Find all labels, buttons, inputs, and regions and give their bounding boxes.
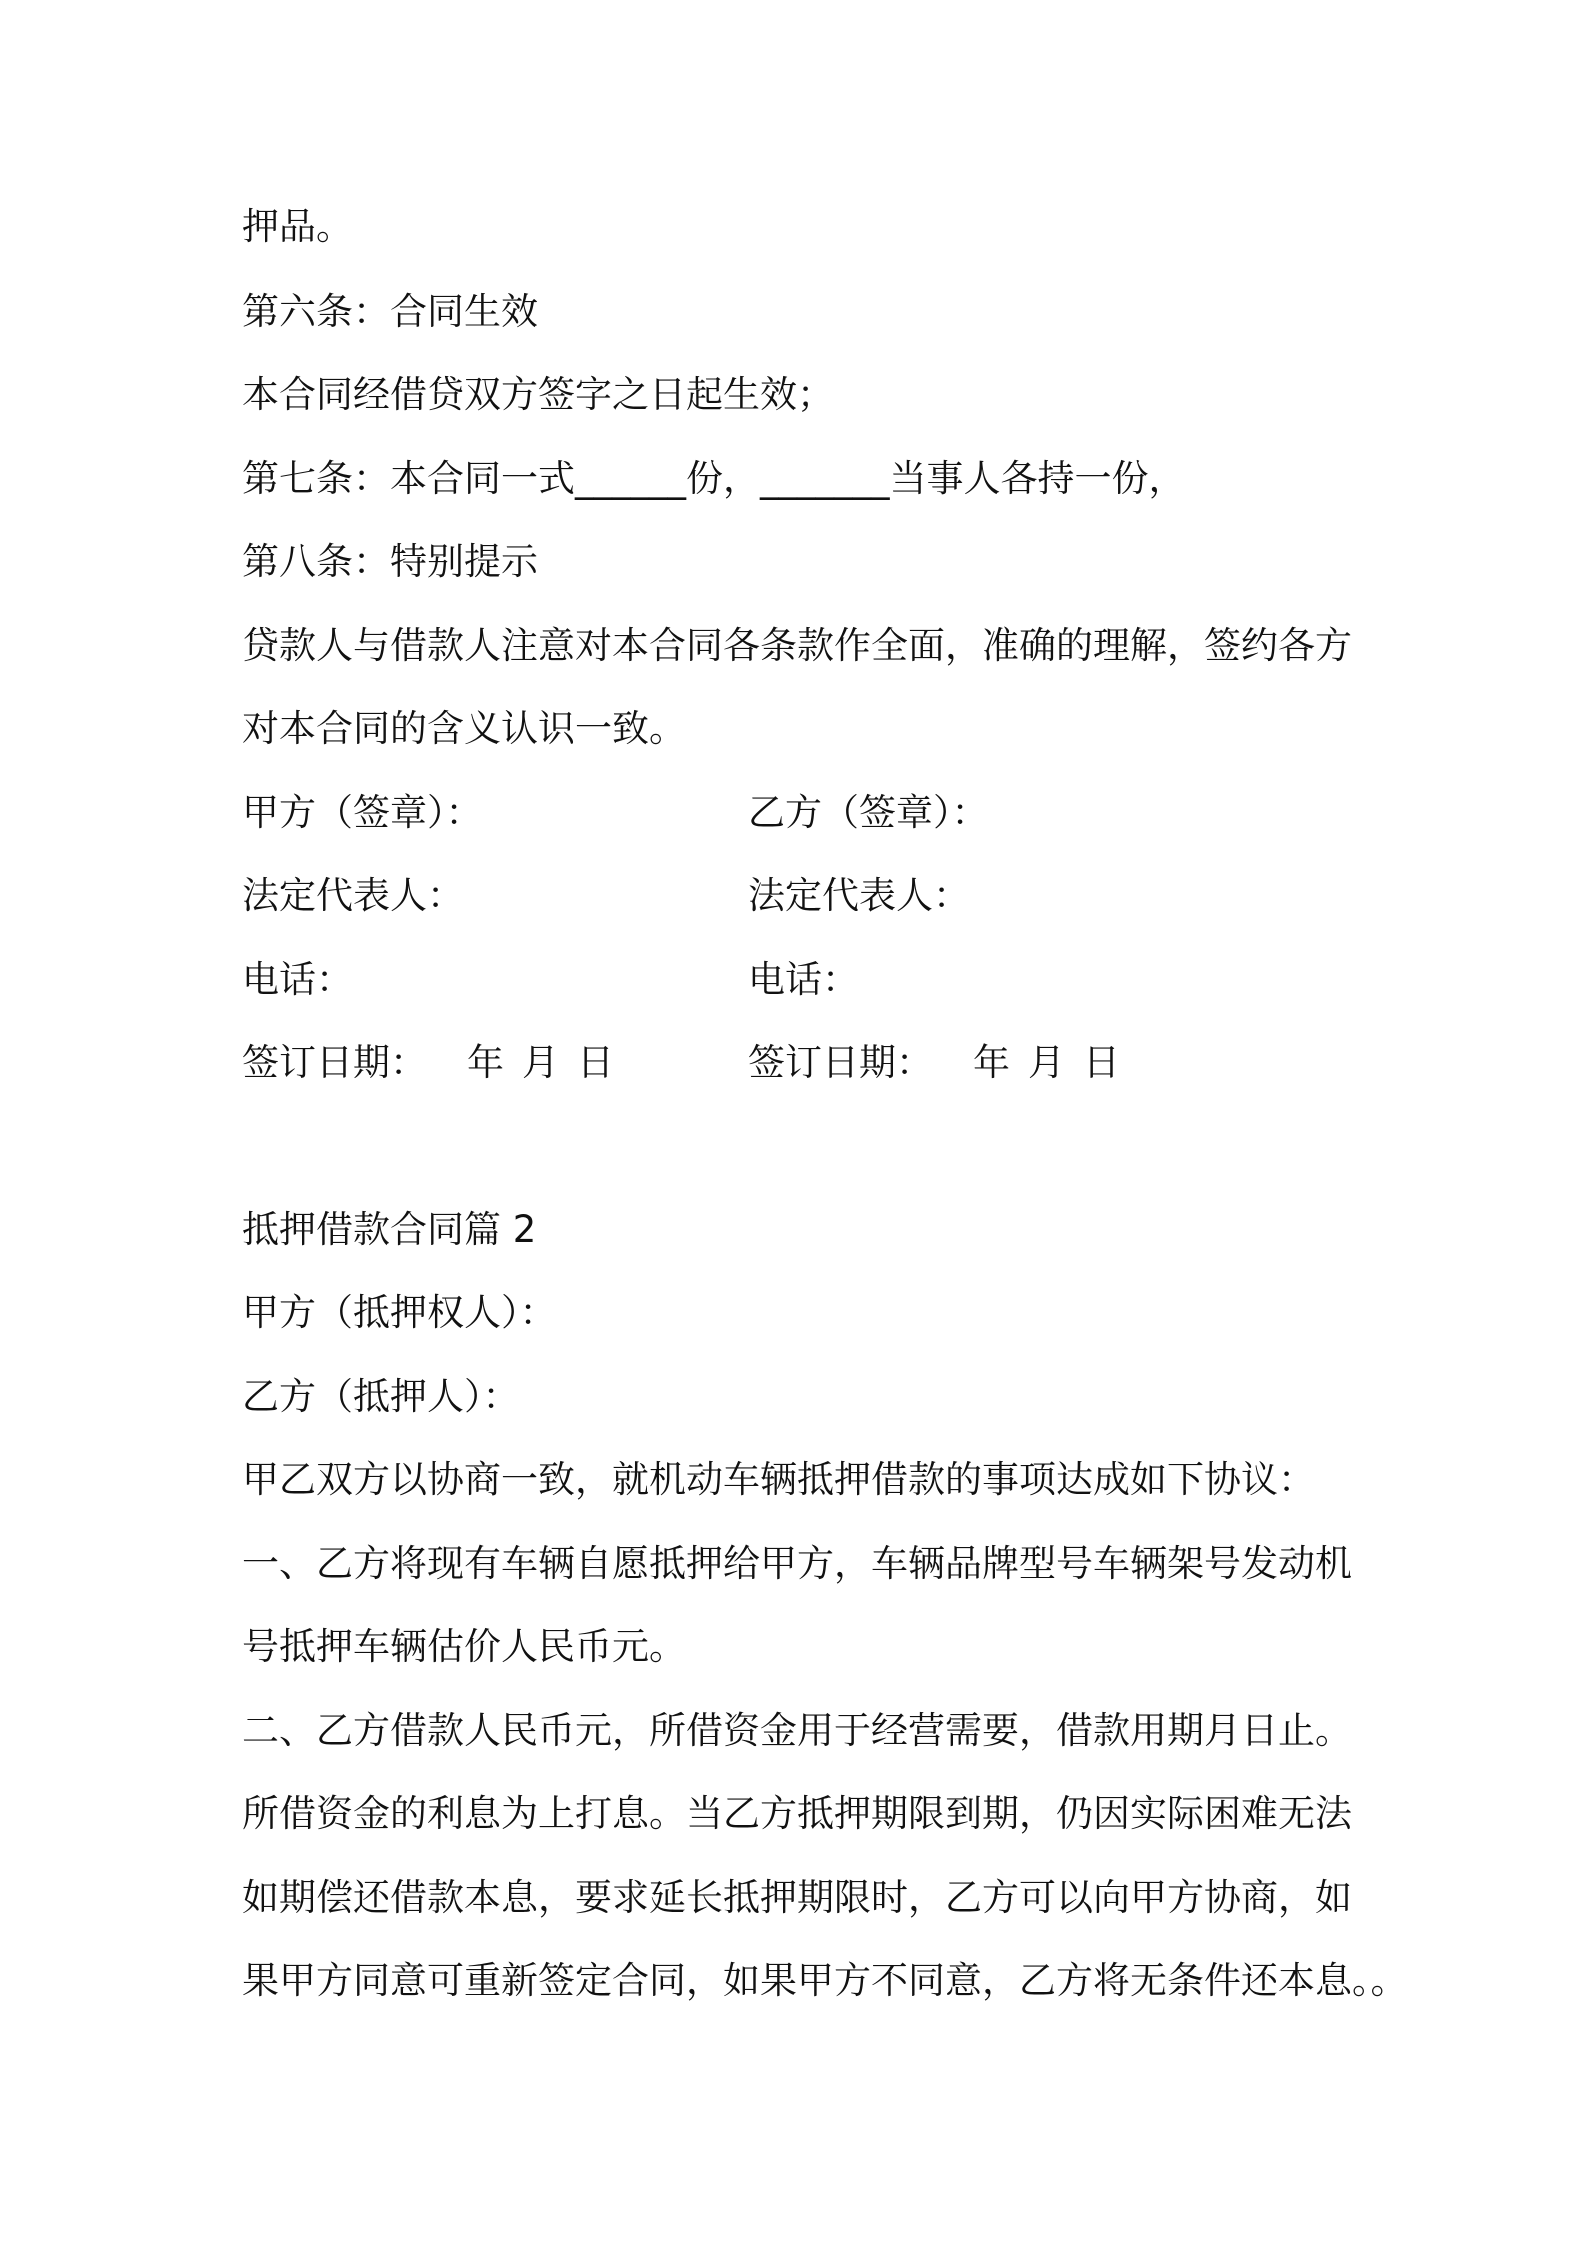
text-line: 贷款人与借款人注意对本合同各条款作全面，准确的理解，签约各方 <box>242 624 1352 667</box>
article-8-heading: 第八条：特别提示 <box>242 540 538 583</box>
text-line: 甲乙双方以协商一致，就机动车辆抵押借款的事项达成如下协议： <box>242 1458 1315 1501</box>
text-line: 本合同经借贷双方签字之日起生效； <box>242 373 834 416</box>
day-label: 日 <box>577 1041 614 1084</box>
party-a-mortgagee: 甲方（抵押权人）： <box>242 1291 557 1334</box>
clause-2: 二、乙方借款人民币元，所借资金用于经营需要，借款用期月日止。 <box>242 1709 1352 1752</box>
text-line: 号抵押车辆估价人民币元。 <box>242 1625 686 1668</box>
signing-date-b <box>748 1041 1120 1085</box>
legal-rep-a-label: 法定代表人： <box>242 874 464 917</box>
text-line: 所借资金的利息为上打息。当乙方抵押期限到期，仍因实际困难无法 <box>242 1792 1352 1835</box>
text-line: 对本合同的含义认识一致。 <box>242 707 686 750</box>
month-label: 月 <box>1028 1041 1065 1084</box>
year-label: 年 <box>467 1041 504 1084</box>
phone-b-label: 电话： <box>748 958 859 1001</box>
day-label: 日 <box>1083 1041 1120 1084</box>
party-b-mortgagor: 乙方（抵押人）： <box>242 1375 520 1418</box>
party-b-seal-label: 乙方（签章）： <box>748 791 989 834</box>
date-label: 签订日期： <box>748 1041 933 1084</box>
signing-date-a <box>242 1041 614 1085</box>
article-7-heading: 第七条：本合同一式______份，_______当事人各持一份， <box>242 457 1186 500</box>
clause-1: 一、乙方将现有车辆自愿抵押给甲方，车辆品牌型号车辆架号发动机 <box>242 1542 1352 1585</box>
party-a-seal-label: 甲方（签章）： <box>242 791 483 834</box>
phone-a-label: 电话： <box>242 958 353 1001</box>
text-line: 果甲方同意可重新签定合同，如果甲方不同意，乙方将无条件还本息。。 <box>242 1959 1408 2002</box>
month-label: 月 <box>522 1041 559 1084</box>
year-label: 年 <box>973 1041 1010 1084</box>
text-line: 押品。 <box>242 205 353 248</box>
legal-rep-b-label: 法定代表人： <box>748 874 970 917</box>
date-label: 签订日期： <box>242 1041 427 1084</box>
article-6-heading: 第六条：合同生效 <box>242 290 538 333</box>
section-2-title: 抵押借款合同篇 2 <box>242 1208 537 1251</box>
text-line: 如期偿还借款本息，要求延长抵押期限时，乙方可以向甲方协商，如 <box>242 1876 1352 1919</box>
